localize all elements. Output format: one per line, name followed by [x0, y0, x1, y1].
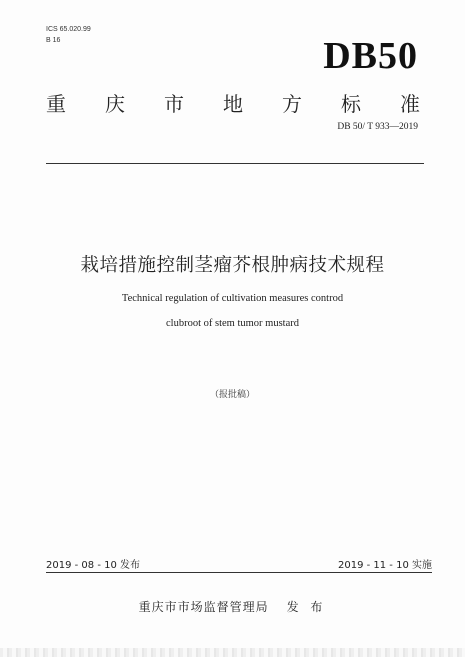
- draft-status: （报批稿）: [209, 390, 255, 400]
- issuer-name: 重庆市市场监督管理局: [138, 600, 269, 614]
- standard-type-char: 方: [282, 92, 302, 116]
- footer-divider: [46, 572, 432, 573]
- standard-code-logo: DB50: [323, 35, 418, 77]
- document-title-english-line2: clubroot of stem tumor mustard: [166, 318, 299, 329]
- document-title-chinese: 栽培措施控制茎瘤芥根肿病技术规程: [80, 255, 385, 276]
- ics-code: ICS 65.020.99: [46, 26, 91, 33]
- standard-type-char: 庆: [105, 92, 125, 116]
- scan-border-artifact: [0, 648, 465, 657]
- standard-number: DB 50/ T 933—2019: [337, 122, 418, 132]
- standard-type-char: 地: [223, 92, 243, 116]
- implementation-date: 2019 - 11 - 10 实施: [337, 560, 432, 571]
- ccs-code: B 16: [46, 37, 61, 44]
- standard-type-name: [46, 88, 420, 117]
- header-divider: [46, 163, 424, 164]
- standard-type-char: 市: [164, 92, 184, 116]
- standard-type-char: 准: [400, 92, 420, 116]
- issuer-action: 发 布: [286, 600, 327, 614]
- standard-type-char: 标: [341, 92, 361, 116]
- classification-codes: [46, 24, 91, 46]
- issue-date: 2019 - 08 - 10 发布: [46, 560, 141, 571]
- standard-type-char: 重: [46, 92, 66, 116]
- document-title-english-line1: Technical regulation of cultivation measures controd: [121, 293, 344, 304]
- issuing-authority: [0, 598, 465, 615]
